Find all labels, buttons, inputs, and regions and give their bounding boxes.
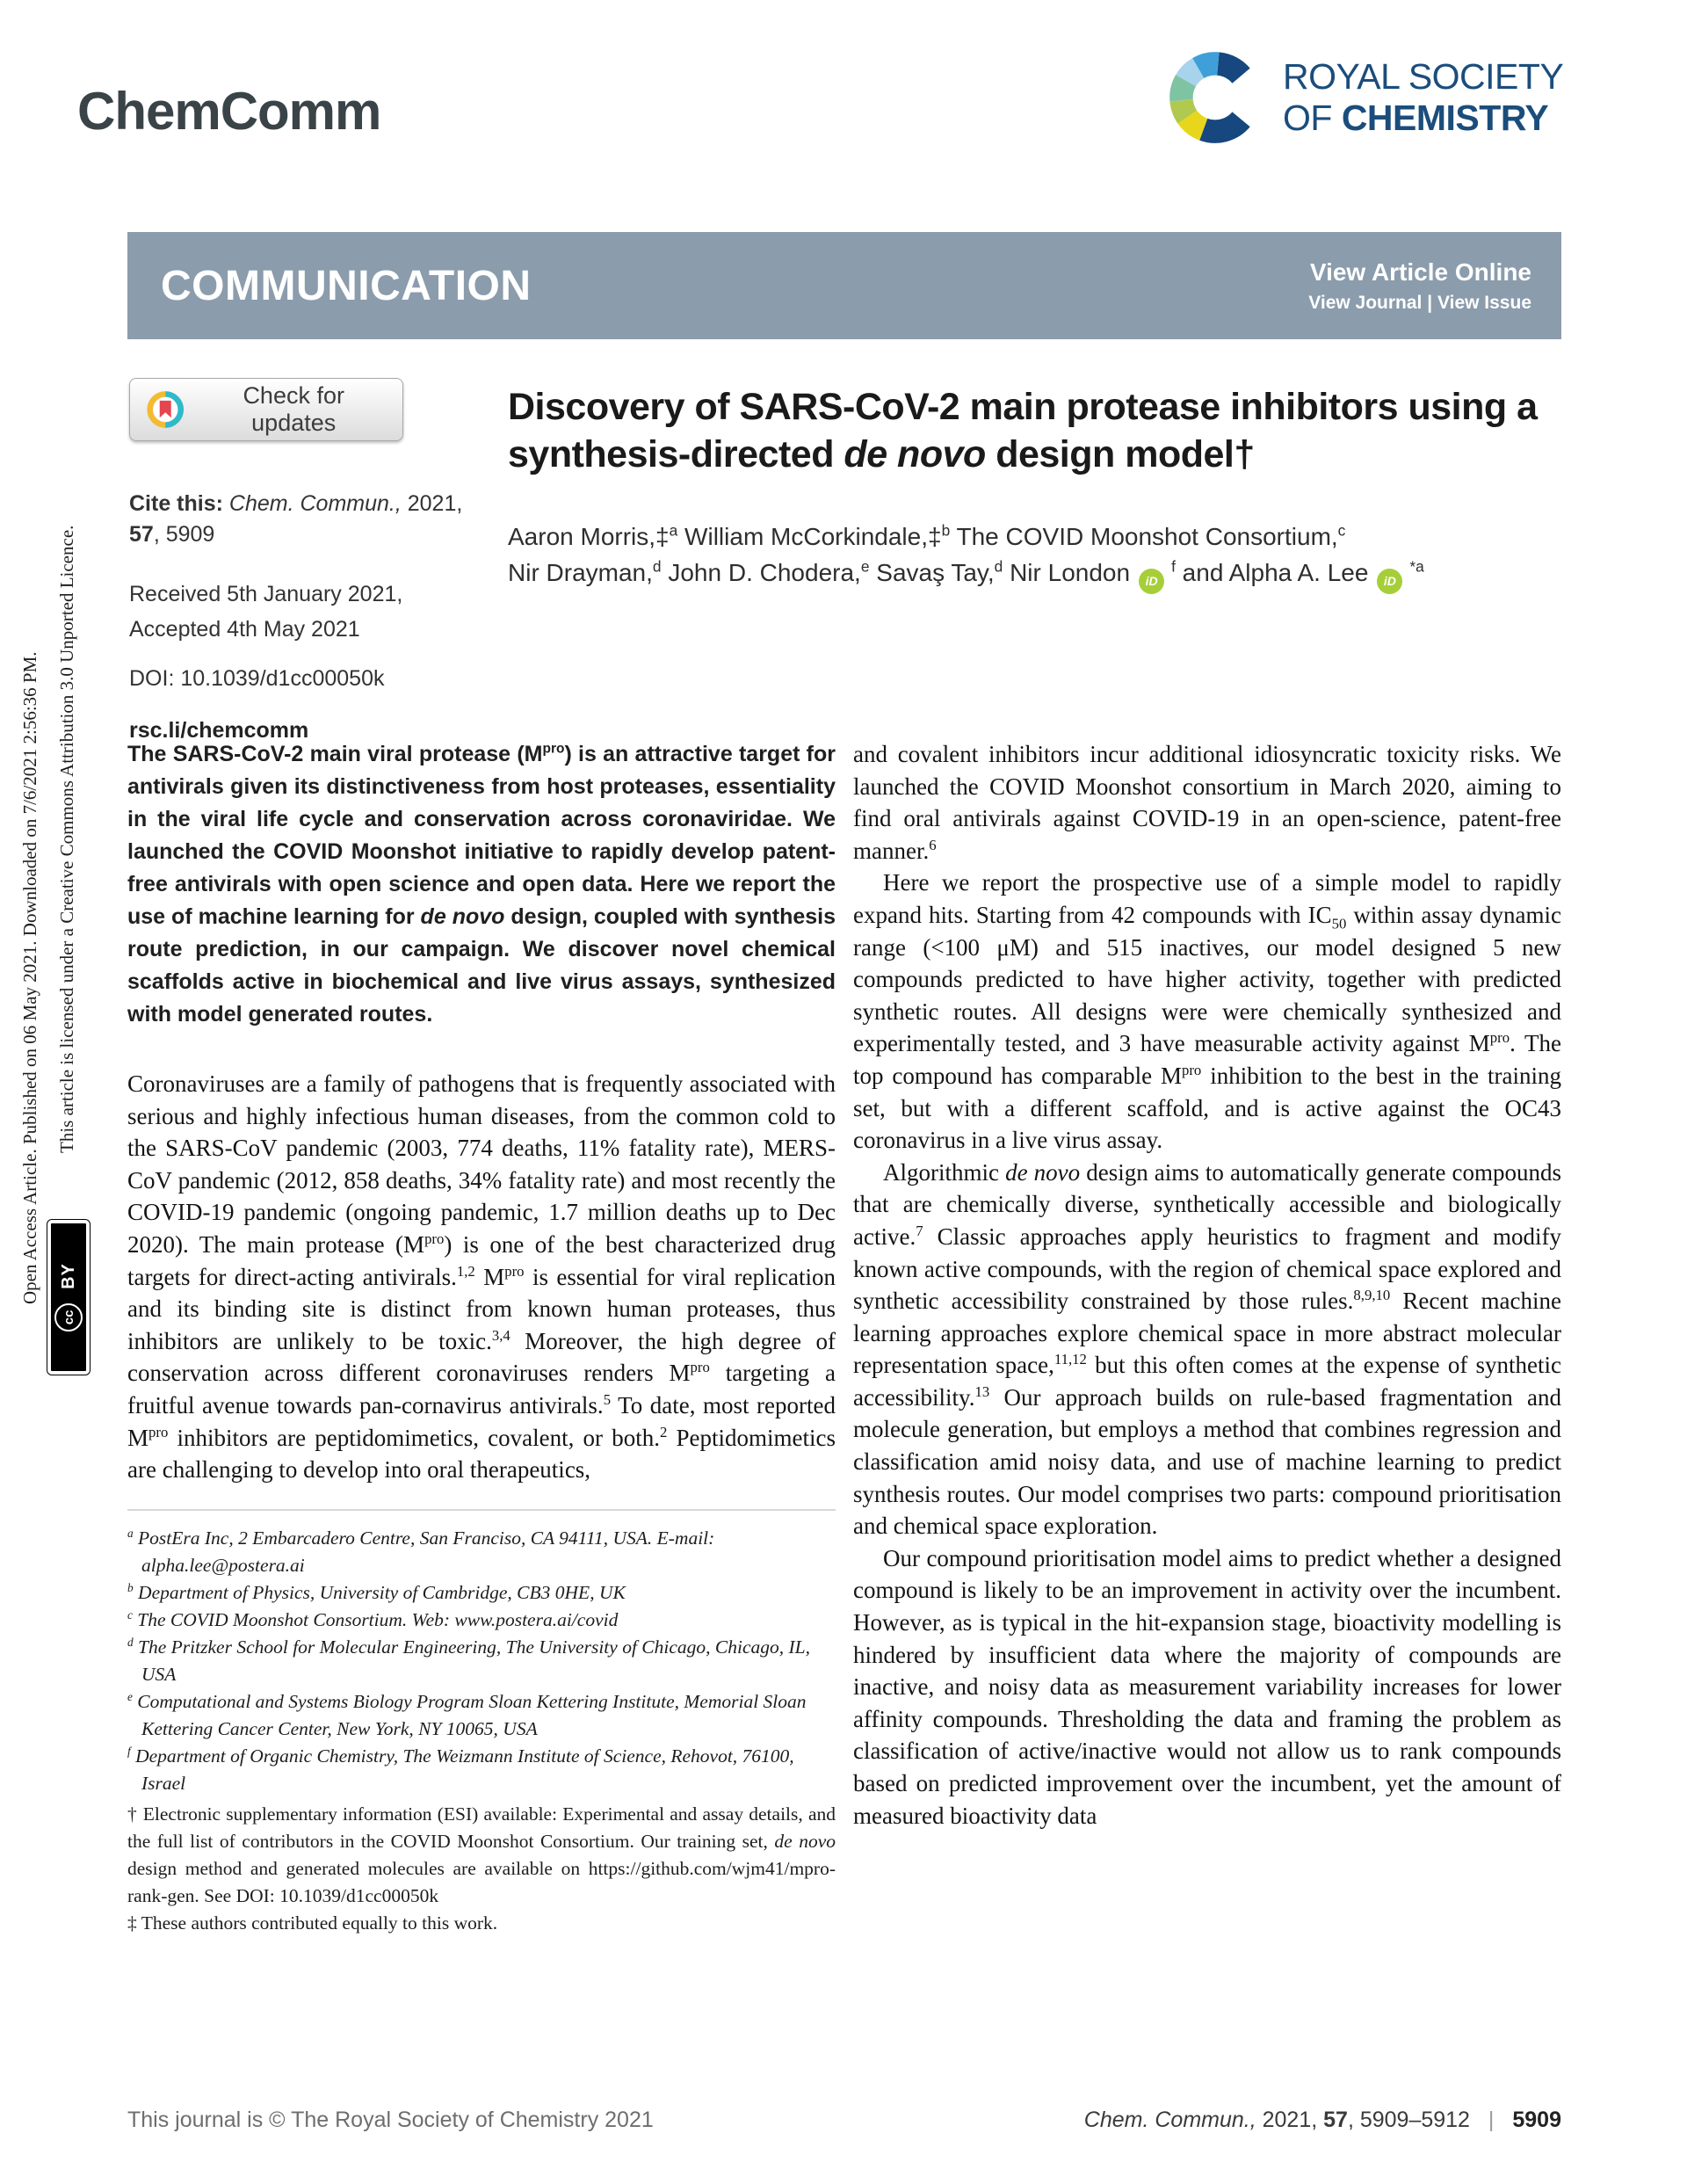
body-paragraph: Algorithmic de novo design aims to automatically generate compounds that are chemically diverse, synthetically accessible and biologically active.$^7$ Classic approaches apply heuristics to fragment and modify known active compounds, with the region of chemical space explored and synthetic accessibility constrained by those rules.$^{8,9,10}$ Recent machine learning approaches explore chemical space in more abstract molecular representation space,$^{11,12}$ but this often comes at the expense of synthetic accessibility.$^{13}$ Our approach builds on rule-based fragmentation and molecule generation, but employs a method that combines regression and classification amid noisy data, and use of machine learning to predict synthesis routes. Our model comprises two parts: compound prioritisation and chemical space exploration. xyxy=(853,1158,1562,1540)
journal-website[interactable]: rsc.li/chemcomm xyxy=(129,718,309,743)
rsc-c-mark-icon xyxy=(1162,44,1269,151)
link-separator: | xyxy=(1427,292,1433,313)
left-column-paragraphs xyxy=(127,1068,836,1486)
affiliation-marker: e xyxy=(127,1689,133,1703)
cc-icon xyxy=(54,1303,83,1331)
affiliation-marker: c xyxy=(127,1607,133,1622)
abstract: The SARS-CoV-2 main viral protease $(M^{pro})$ is an attractive target for antivirals given its distinctiveness from host proteases, essentiality in the viral life cycle and conservation across coronaviridae. We launched the COVID Moonshot initiative to rapidly develop patent-free antivirals with open science and open data. Here we report the use of machine learning for de novo design, coupled with synthesis route prediction, in our campaign. We discover novel chemical scaffolds active in biochemical and live virus assays, synthesized with model generated routes. xyxy=(127,741,836,1027)
body-paragraph: Coronaviruses are a family of pathogens that is frequently associated with serious and highly infectious human diseases, from the common cold to the SARS-CoV pandemic (2003, 774 deaths, 11% fatality rate), MERS-CoV pandemic (2012, 858 deaths, 34% fatality rate) and most recently the COVID-19 pandemic (ongoing pandemic, 1.7 million deaths up to Dec 2020). The main protease $(M^{pro})$ is one of the best characterized drug targets for direct-acting antivirals.$^{1,2}$ $M^{pro}$ is essential for viral replication and its binding site is distinct from known human proteases, thus inhibitors are unlikely to be toxic.$^{3,4}$ Moreover, the high degree of conservation across different coronaviruses renders $M^{pro}$ targeting a fruitful avenue towards pan-cornavirus antivirals.$^5$ To date, most reported $M^{pro}$ inhibitors are peptidomimetics, covalent, or both.$^2$ Peptidomimetics are challenging to develop into oral therapeutics, xyxy=(127,1070,836,1484)
footnote-note: † Electronic supplementary information (ESI) available: Experimental and assay details, and the full list of contributors in the COVID Moonshot Consortium. Our training set, de novo design method and generated molecules are available on https://github.com/wjm41/mpro-rank-gen. See DOI: 10.1039/d1cc00050k xyxy=(127,1803,836,1906)
cc-by-label: BY xyxy=(58,1263,78,1289)
cc-by-license-badge[interactable] xyxy=(47,1220,90,1375)
footnote-divider xyxy=(127,1509,836,1511)
affiliation-footnote: $^f$ Department of Organic Chemistry, The Weizmann Institute of Science, Rehovot, 76100, Israel xyxy=(127,1744,794,1794)
banner-links xyxy=(1308,258,1531,314)
affiliation-footnote: $^d$ The Pritzker School for Molecular Engineering, The University of Chicago, Chicago, IL, USA xyxy=(127,1635,810,1685)
copyright-statement: This journal is © The Royal Society of Chemistry 2021 xyxy=(127,2108,654,2132)
article-type-label: COMMUNICATION xyxy=(161,262,532,309)
open-access-statement: Open Access Article. Published on 06 May 2021. Downloaded on 7/6/2021 2:56:36 PM. xyxy=(19,651,40,1304)
article-type-banner xyxy=(127,232,1561,339)
body-paragraph: Here we report the prospective use of a simple model to rapidly expand hits. Starting from 42 compounds with $IC_{50}$ within assay dynamic range (<100 μM) and 515 inactives, our model designed 5 new compounds predicted to have higher activity, together with predicted synthetic routes. All designs were were chemically synthesized and experimentally tested, and 3 have measurable activity against $M^{pro}$. The top compound has comparable $M^{pro}$ inhibition to the best in the training set, but with a different scaffold, and is active against the OC43 coronavirus in a live virus assay. xyxy=(853,869,1561,1154)
article-title: Discovery of SARS-CoV-2 main protease inhibitors using a synthesis-directed de novo design model† xyxy=(508,386,1538,475)
footnote-notes xyxy=(127,1801,836,1937)
accepted-date: Accepted 4th May 2021 xyxy=(129,617,360,642)
authors-block xyxy=(508,519,1567,594)
authors-line-2: Nir Drayman,$^d$ John D. Chodera,$^e$ Savaş Tay,$^d$ Nir London $iD^f$ and Alpha A. Lee $iD^{*a}$ xyxy=(508,555,1567,594)
affiliation-footnote: $^b$ Department of Physics, University of Cambridge, CB3 0HE, UK xyxy=(127,1580,626,1603)
orcid-icon[interactable]: iD xyxy=(1377,569,1402,594)
footnote-note: ‡ These authors contributed equally to this work. xyxy=(127,1912,498,1934)
crossmark-icon xyxy=(146,389,185,430)
affiliation-marker: d xyxy=(127,1635,134,1649)
title-block xyxy=(508,383,1567,594)
license-statement: This article is licensed under a Creative Commons Attribution 3.0 Unported Licence. xyxy=(56,525,77,1153)
rsc-wordmark xyxy=(1283,56,1563,139)
affiliation-marker: f xyxy=(127,1744,131,1758)
body-paragraph: and covalent inhibitors incur additional idiosyncratic toxicity risks. We launched the COVID Moonshot consortium in March 2020, aiming to find oral antivirals against COVID-19 in an open-science, patent-free manner.$^6$ xyxy=(853,741,1561,864)
doi: DOI: 10.1039/d1cc00050k xyxy=(129,666,385,691)
affiliation-footnote: $^e$ Computational and Systems Biology Program Sloan Kettering Institute, Memorial Sloan Kettering Cancer Center, New York, NY 10065, USA xyxy=(127,1689,807,1739)
citation-footer xyxy=(1084,2108,1561,2133)
received-date: Received 5th January 2021, xyxy=(129,582,403,606)
orcid-icon[interactable]: iD xyxy=(1139,569,1164,594)
left-column xyxy=(127,738,836,1937)
cc-icon-label: cc xyxy=(61,1310,76,1325)
authors-line-1: Aaron Morris,‡$^a$ William McCorkindale,‡$^b$ The COVID Moonshot Consortium,$^c$ xyxy=(508,521,1346,550)
check-for-updates-button[interactable] xyxy=(129,378,403,441)
rsc-wordmark-line2: OF CHEMISTRY xyxy=(1283,98,1549,138)
view-journal-link[interactable]: View Journal xyxy=(1308,292,1423,313)
journal-logo: ChemComm xyxy=(77,82,381,141)
citation-info: Cite this: Chem. Commun., 2021, 57, 5909 xyxy=(129,491,463,547)
affiliation-footnote: $^a$ PostEra Inc, 2 Embarcadero Centre, San Franciso, CA 94111, USA. E-mail: alpha.lee@postera.ai xyxy=(127,1526,715,1576)
check-for-updates-label: Check for updates xyxy=(243,382,344,436)
affiliation-marker: b xyxy=(127,1580,134,1594)
page-number: 5909 xyxy=(1512,2108,1561,2132)
rsc-logo xyxy=(1162,44,1563,151)
citation-footer-text: Chem. Commun., 2021, 57, 5909–5912 xyxy=(1083,2108,1470,2132)
page-footer xyxy=(127,2108,1561,2133)
body-paragraph: Our compound prioritisation model aims to predict whether a designed compound is likely to be an improvement in activity over the incumbent. However, as is typical in the hit-expansion stage, bioactivity modelling is hindered by insufficient data where the majority of compounds are inactive, and noisy data as measurement variability increases for lower affinity compounds. Thresholding the data and framing the problem as classification of active/inactive would not allow us to rank compounds based on predicted improvement over the incumbent, yet the amount of measured bioactivity data xyxy=(853,1544,1561,1829)
footer-separator: | xyxy=(1488,2108,1495,2132)
article-meta-column xyxy=(129,378,491,744)
view-issue-link[interactable]: View Issue xyxy=(1437,292,1531,313)
affiliation-marker: a xyxy=(127,1526,134,1540)
right-column xyxy=(853,738,1561,1832)
received-accepted-dates xyxy=(129,577,491,647)
affiliations xyxy=(127,1525,836,1797)
view-article-online-link[interactable]: View Article Online xyxy=(1309,258,1531,286)
affiliation-footnote: $^c$ The COVID Moonshot Consortium. Web: www.postera.ai/covid xyxy=(127,1607,619,1630)
rsc-wordmark-line1: ROYAL SOCIETY xyxy=(1283,56,1564,97)
